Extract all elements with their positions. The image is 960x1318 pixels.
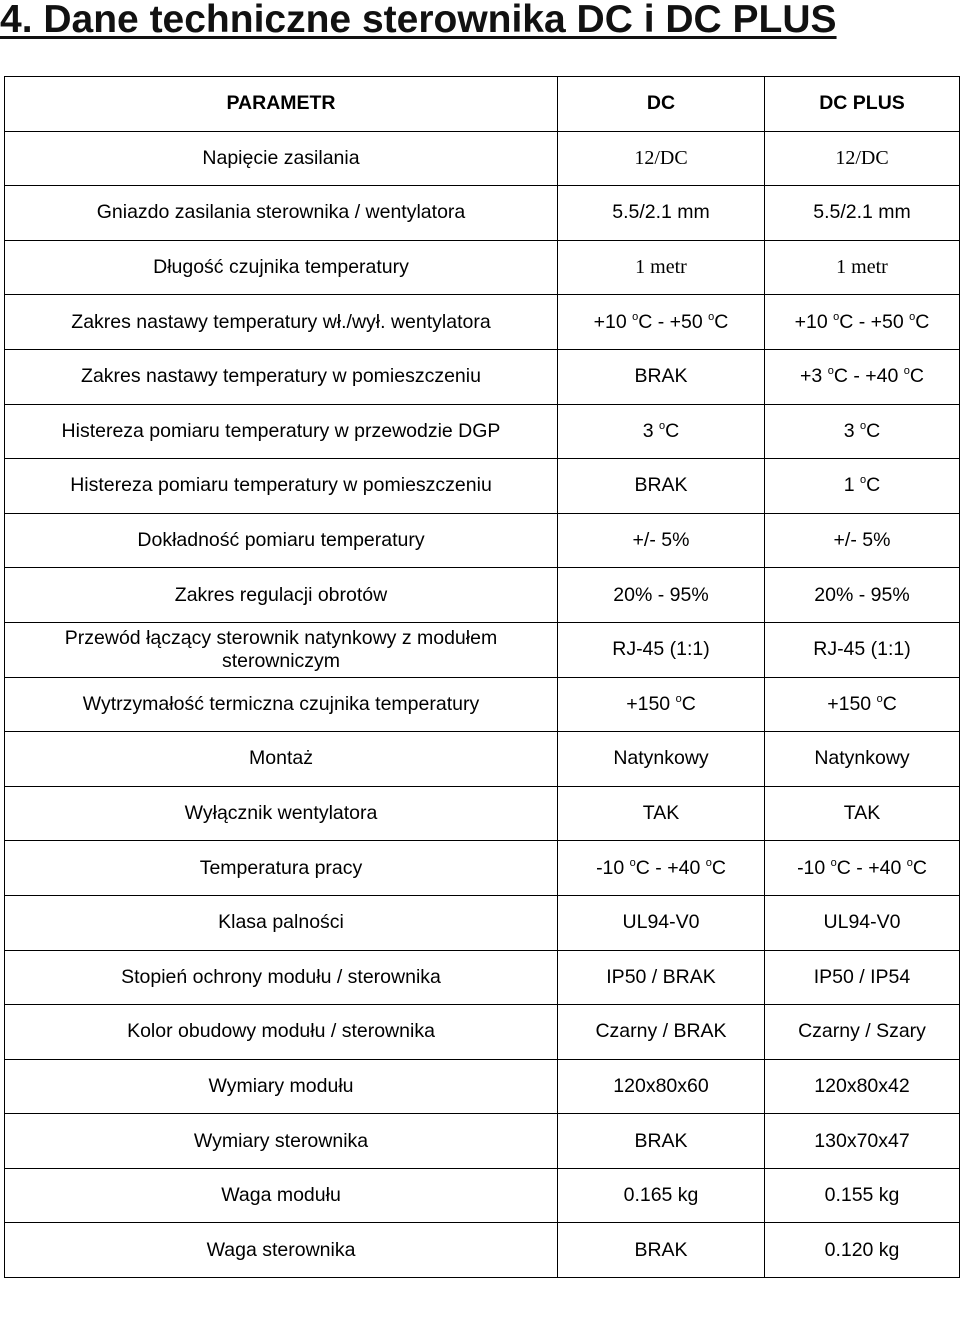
dc-plus-value-cell: +3 $^o$C - +40 $^o$C	[765, 349, 960, 404]
dc-value-cell: +150 $^o$C	[558, 677, 765, 732]
dc-value-cell: IP50 / BRAK	[558, 950, 765, 1005]
param-cell: Przewód łączący sterownik natynkowy z modułem sterowniczym	[5, 622, 558, 677]
table-row	[5, 841, 960, 896]
dc-plus-value-cell: +/- 5%	[765, 513, 960, 568]
degree-symbol: o	[629, 856, 636, 869]
param-cell: Dokładność pomiaru temperatury	[5, 513, 558, 568]
param-cell: Histereza pomiaru temperatury w pomieszczeniu	[5, 459, 558, 514]
dc-value-cell: 12/DC	[558, 131, 765, 186]
spec-table	[4, 76, 960, 1278]
header-dc-plus: DC PLUS	[765, 77, 960, 132]
param-cell: Gniazdo zasilania sterownika / wentylatora	[5, 186, 558, 241]
dc-value-cell: 1 metr	[558, 240, 765, 295]
dc-plus-value-cell: 130x70x47	[765, 1114, 960, 1169]
table-header-row	[5, 77, 960, 132]
degree-symbol: o	[705, 856, 712, 869]
dc-value-cell: +/- 5%	[558, 513, 765, 568]
dc-plus-value-cell: 20% - 95%	[765, 568, 960, 623]
param-cell: Wymiary modułu	[5, 1059, 558, 1114]
dc-value-cell: Czarny / BRAK	[558, 1005, 765, 1060]
dc-plus-value-cell: 3 $^o$C	[765, 404, 960, 459]
table-row	[5, 895, 960, 950]
dc-value-cell: RJ-45 (1:1)	[558, 622, 765, 677]
table-row	[5, 1005, 960, 1060]
degree-symbol: o	[860, 419, 867, 432]
dc-value-cell: BRAK	[558, 349, 765, 404]
dc-plus-value-cell: UL94-V0	[765, 895, 960, 950]
degree-symbol: o	[708, 310, 715, 323]
dc-plus-value-cell: 120x80x42	[765, 1059, 960, 1114]
degree-symbol: o	[659, 419, 666, 432]
dc-value-cell: TAK	[558, 786, 765, 841]
table-row	[5, 677, 960, 732]
param-cell: Zakres regulacji obrotów	[5, 568, 558, 623]
dc-value-cell: Natynkowy	[558, 732, 765, 787]
param-cell: Wyłącznik wentylatora	[5, 786, 558, 841]
dc-value-cell: 0.165 kg	[558, 1168, 765, 1223]
param-cell: Zakres nastawy temperatury wł./wył. wentylatora	[5, 295, 558, 350]
dc-value-cell: BRAK	[558, 459, 765, 514]
degree-symbol: o	[833, 310, 840, 323]
dc-plus-value-cell: IP50 / IP54	[765, 950, 960, 1005]
dc-plus-value-cell: 1 metr	[765, 240, 960, 295]
dc-value-cell: 120x80x60	[558, 1059, 765, 1114]
table-row	[5, 568, 960, 623]
degree-symbol: o	[632, 310, 639, 323]
dc-plus-value-cell: 0.155 kg	[765, 1168, 960, 1223]
param-cell: Długość czujnika temperatury	[5, 240, 558, 295]
table-row	[5, 950, 960, 1005]
dc-value-cell: UL94-V0	[558, 895, 765, 950]
table-row	[5, 1114, 960, 1169]
dc-plus-value-cell: 5.5/2.1 mm	[765, 186, 960, 241]
header-parametr: PARAMETR	[5, 77, 558, 132]
header-dc: DC	[558, 77, 765, 132]
dc-plus-value-cell: 12/DC	[765, 131, 960, 186]
dc-value-cell: +10 $^o$C - +50 $^o$C	[558, 295, 765, 350]
param-cell: Histereza pomiaru temperatury w przewodzie DGP	[5, 404, 558, 459]
dc-value-cell: BRAK	[558, 1223, 765, 1278]
param-cell: Waga modułu	[5, 1168, 558, 1223]
table-row	[5, 186, 960, 241]
dc-value-cell: 5.5/2.1 mm	[558, 186, 765, 241]
param-cell: Waga sterownika	[5, 1223, 558, 1278]
param-cell: Klasa palności	[5, 895, 558, 950]
dc-plus-value-cell: +150 $^o$C	[765, 677, 960, 732]
table-row	[5, 404, 960, 459]
param-cell: Stopień ochrony modułu / sterownika	[5, 950, 558, 1005]
param-cell: Kolor obudowy modułu / sterownika	[5, 1005, 558, 1060]
dc-value-cell: 20% - 95%	[558, 568, 765, 623]
table-row	[5, 240, 960, 295]
degree-symbol: o	[903, 365, 910, 378]
degree-symbol: o	[906, 856, 913, 869]
table-row	[5, 786, 960, 841]
table-row	[5, 349, 960, 404]
dc-plus-value-cell: -10 $^o$C - +40 $^o$C	[765, 841, 960, 896]
param-cell: Napięcie zasilania	[5, 131, 558, 186]
degree-symbol: o	[909, 310, 916, 323]
dc-plus-value-cell: 0.120 kg	[765, 1223, 960, 1278]
dc-value-cell: BRAK	[558, 1114, 765, 1169]
table-row	[5, 1059, 960, 1114]
dc-plus-value-cell: RJ-45 (1:1)	[765, 622, 960, 677]
param-cell: Temperatura pracy	[5, 841, 558, 896]
dc-value-cell: 3 $^o$C	[558, 404, 765, 459]
degree-symbol: o	[876, 692, 883, 705]
param-cell: Wytrzymałość termiczna czujnika temperatury	[5, 677, 558, 732]
dc-plus-value-cell: +10 $^o$C - +50 $^o$C	[765, 295, 960, 350]
degree-symbol: o	[830, 856, 837, 869]
param-cell: Montaż	[5, 732, 558, 787]
dc-plus-value-cell: 1 $^o$C	[765, 459, 960, 514]
table-row	[5, 622, 960, 677]
table-row	[5, 1168, 960, 1223]
degree-symbol: o	[827, 365, 834, 378]
param-cell: Wymiary sterownika	[5, 1114, 558, 1169]
table-row	[5, 295, 960, 350]
dc-value-cell: -10 $^o$C - +40 $^o$C	[558, 841, 765, 896]
table-row	[5, 1223, 960, 1278]
table-row	[5, 513, 960, 568]
degree-symbol: o	[675, 692, 682, 705]
dc-plus-value-cell: Natynkowy	[765, 732, 960, 787]
table-row	[5, 131, 960, 186]
table-row	[5, 459, 960, 514]
dc-plus-value-cell: Czarny / Szary	[765, 1005, 960, 1060]
page-title: 4. Dane techniczne sterownika DC i DC PLUS	[0, 0, 837, 41]
degree-symbol: o	[860, 474, 867, 487]
table-row	[5, 732, 960, 787]
param-cell: Zakres nastawy temperatury w pomieszczeniu	[5, 349, 558, 404]
dc-plus-value-cell: TAK	[765, 786, 960, 841]
